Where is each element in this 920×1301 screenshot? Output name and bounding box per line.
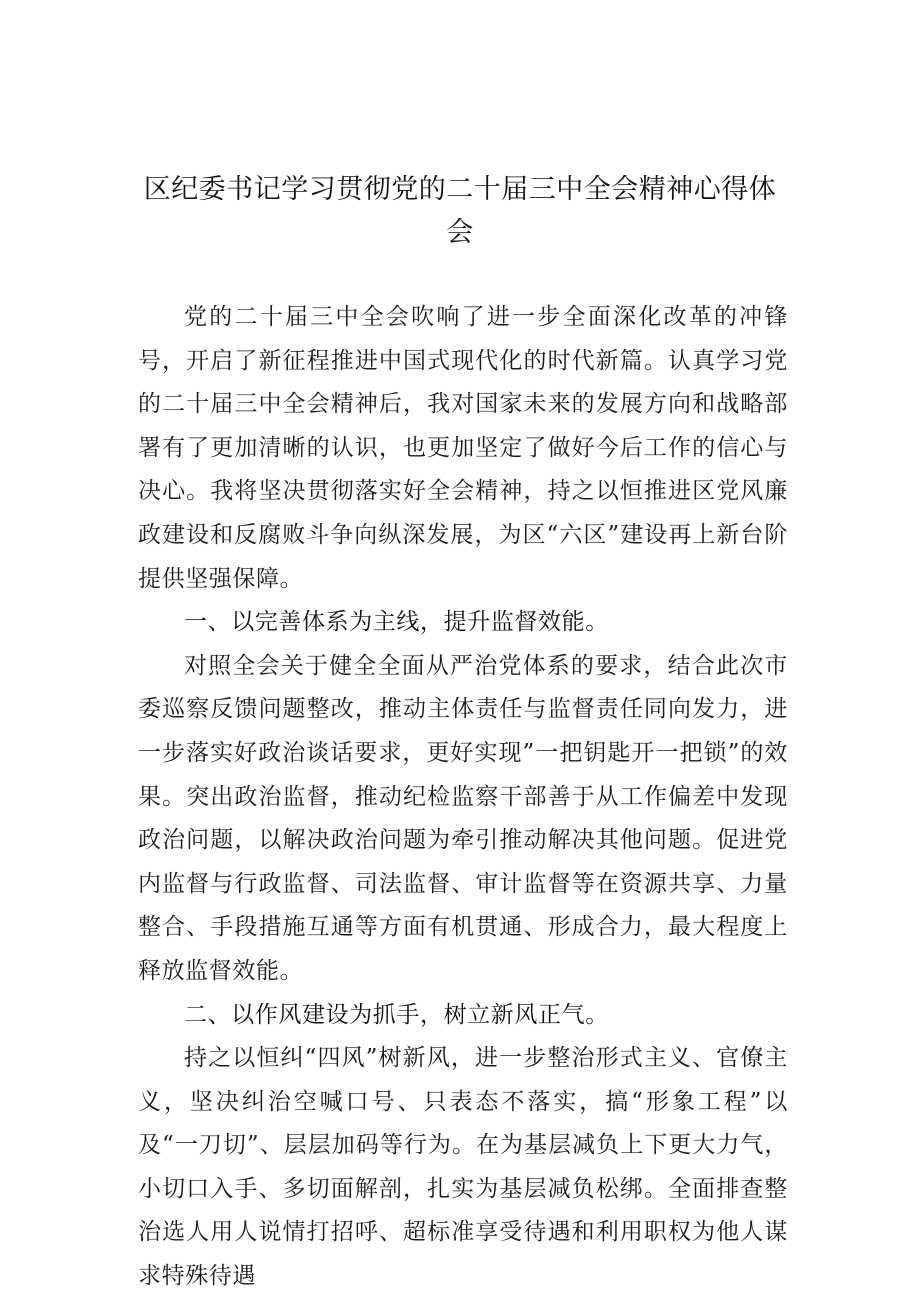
title-line-2: 会 [446, 217, 474, 248]
section-2-paragraph: 持之以恒纠“四风”树新风，进一步整治形式主义、官僚主义，坚决纠治空喊口号、只表态不落实，搞“形象工程”以及“一刀切”、层层加码等行为。在为基层减负上下更大力气，小切口入手、多切面解剖，扎实为基层减负松绑。全面排查整治选人用人说情打招呼、超标准享受待遇和利用职权为他人谋求特殊待遇 [138, 1045, 788, 1290]
document-title [120, 168, 800, 254]
section-1-paragraph: 对照全会关于健全全面从严治党体系的要求，结合此次市委巡察反馈问题整改，推动主体责任与监督责任同向发力，进一步落实好政治谈话要求，更好实现”一把钥匙开一把锁”的效果。突出政治监督，推动纪检监察干部善于从工作偏差中发现政治问题，以解决政治问题为牵引推动解决其他问题。促进党内监督与行政监督、司法监督、审计监督等在资源共享、力量整合、手段措施互通等方面有机贯通、形成合力，最大程度上释放监督效能。 [138, 652, 788, 984]
title-line-1: 区纪委书记学习贯彻党的二十届三中全会精神心得体 [143, 174, 777, 205]
document-body [138, 296, 788, 1299]
section-1-heading: 一、以完善体系为主线，提升监督效能。 [184, 609, 609, 636]
section-2-heading: 二、以作风建设为抓手，树立新风正气。 [184, 1001, 609, 1028]
intro-paragraph: 党的二十届三中全会吹响了进一步全面深化改革的冲锋号，开启了新征程推进中国式现代化的时代新篇。认真学习党的二十届三中全会精神后，我对国家未来的发展方向和战略部署有了更加清晰的认识，也更加坚定了做好今后工作的信心与决心。我将坚决贯彻落实好全会精神，持之以恒推进区党风廉政建设和反腐败斗争向纵深发展，为区“六区”建设再上新台阶提供坚强保障。 [138, 304, 788, 592]
